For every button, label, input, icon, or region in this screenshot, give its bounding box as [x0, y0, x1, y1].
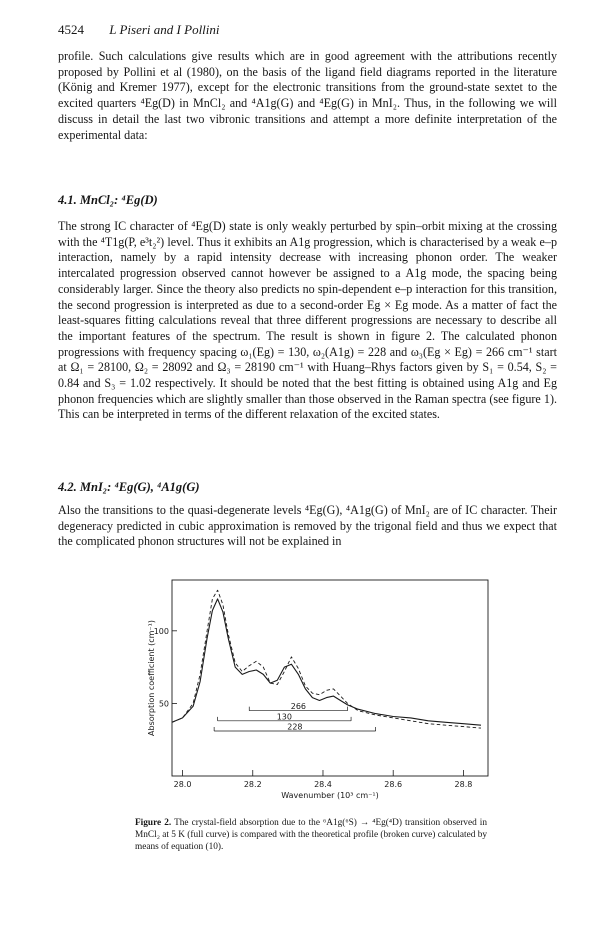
- section-heading-4-1: 4.1. MnCl₂: ⁴Eg(D): [58, 193, 158, 207]
- page-header: [58, 22, 220, 38]
- section-4-1-body: The strong IC character of ⁴Eg(D) state is only weakly perturbed by spin–orbit mixing at the crossing with the ⁴T1g(P, e³t₂²) level. Thus it exhibits an A1g progression, which is characterised by a weak e–p interaction, namely by a rapid intensity decrease with increasing phonon order. The weaker intercalated progression observed cannot however be assigned to a A1g mode, the spacing being considerably larger. Since the theory also predicts no spin-dependent e–p interaction for this transition, the second progression is interpreted as due to a second-order Eg × Eg mode. As a matter of fact the least-squares fitting calculations reveal that three different progressions are necessary to describe all the important features of the spectrum. The result is shown in figure 2. The calculated phonon progressions with frequency spacing ω₁(Eg) = 130, ω₂(A1g) = 228 and ω₃(Eg × Eg) = 266 cm⁻¹ start at Ω₁ = 28100, Ω₂ = 28092 and Ω₃ = 28190 cm⁻¹ with Huang–Rhys factors given by S₁ = 0.54, S₂ = 0.84 and S₃ = 1.02 respectively. It should be noted that the best fitting is obtained using A1g and Eg phonon frequencies which are slightly smaller than those observed in the Raman spectra (see figure 1). This can be interpreted in terms of the different relaxation of the excited states.: [58, 219, 557, 422]
- running-head-authors: L Piseri and I Pollini: [109, 22, 220, 37]
- x-tick-label: 28.4: [314, 780, 332, 789]
- y-axis-label: Absorption coefficient (cm⁻¹): [147, 620, 156, 736]
- x-tick-label: 28.0: [173, 780, 192, 789]
- measured-absorption-line: [172, 599, 481, 725]
- intro-paragraph: profile. Such calculations give results which are in good agreement with the attributions recently proposed by Pollini et al (1980), on the basis of the ligand field diagrams reported in the literature (König and Kremer 1977), except for the electronic transitions from the ground-state sextet to the excited quarters ⁴Eg(D) in MnCl₂ and ⁴A1g(G) and ⁴Eg(G) in MnI₂. Thus, in the following we will discuss in detail the last two vibronic transitions and attempt a more definite interpretation of the experimental data:: [58, 49, 557, 142]
- section-4-2-body: Also the transitions to the quasi-degenerate levels ⁴Eg(G), ⁴A1g(G) of MnI₂ are of IC character. Their degeneracy predicted in cubic approximation is removed by the trigonal field and thus we expect that the complicated phonon structures will not be explained in: [58, 503, 557, 549]
- axes-group: [172, 631, 463, 776]
- axis-labels-group: [147, 620, 472, 800]
- figure-caption: [135, 817, 487, 853]
- x-axis-label: Wavenumber (10³ cm⁻¹): [281, 791, 379, 800]
- y-tick-label: 50: [158, 699, 169, 709]
- plot-frame: [172, 580, 488, 776]
- page-number: 4524: [58, 22, 84, 37]
- figure-caption-lead: Figure 2.: [135, 818, 172, 828]
- y-tick-label: 100: [153, 626, 169, 636]
- series-group: [172, 590, 481, 728]
- section-heading-4-2: 4.2. MnI₂: ⁴Eg(G), ⁴A1g(G): [58, 480, 200, 494]
- progression-label: 228: [287, 722, 303, 732]
- calculated-profile-line: [172, 590, 481, 728]
- figure-caption-text: The crystal-field absorption due to the ⁶A1g(⁶S) → ⁴Eg(⁴D) transition observed in MnCl₂ at 5 K (full curve) is compared with the theoretical profile (broken curve) calculated by means of equation (10).: [135, 818, 488, 852]
- x-tick-label: 28.2: [243, 780, 262, 789]
- progression-label: 266: [290, 702, 307, 712]
- x-tick-label: 28.8: [454, 780, 473, 789]
- progression-label: 130: [276, 712, 292, 722]
- x-tick-label: 28.6: [384, 780, 403, 789]
- figure-2-chart: [135, 578, 495, 810]
